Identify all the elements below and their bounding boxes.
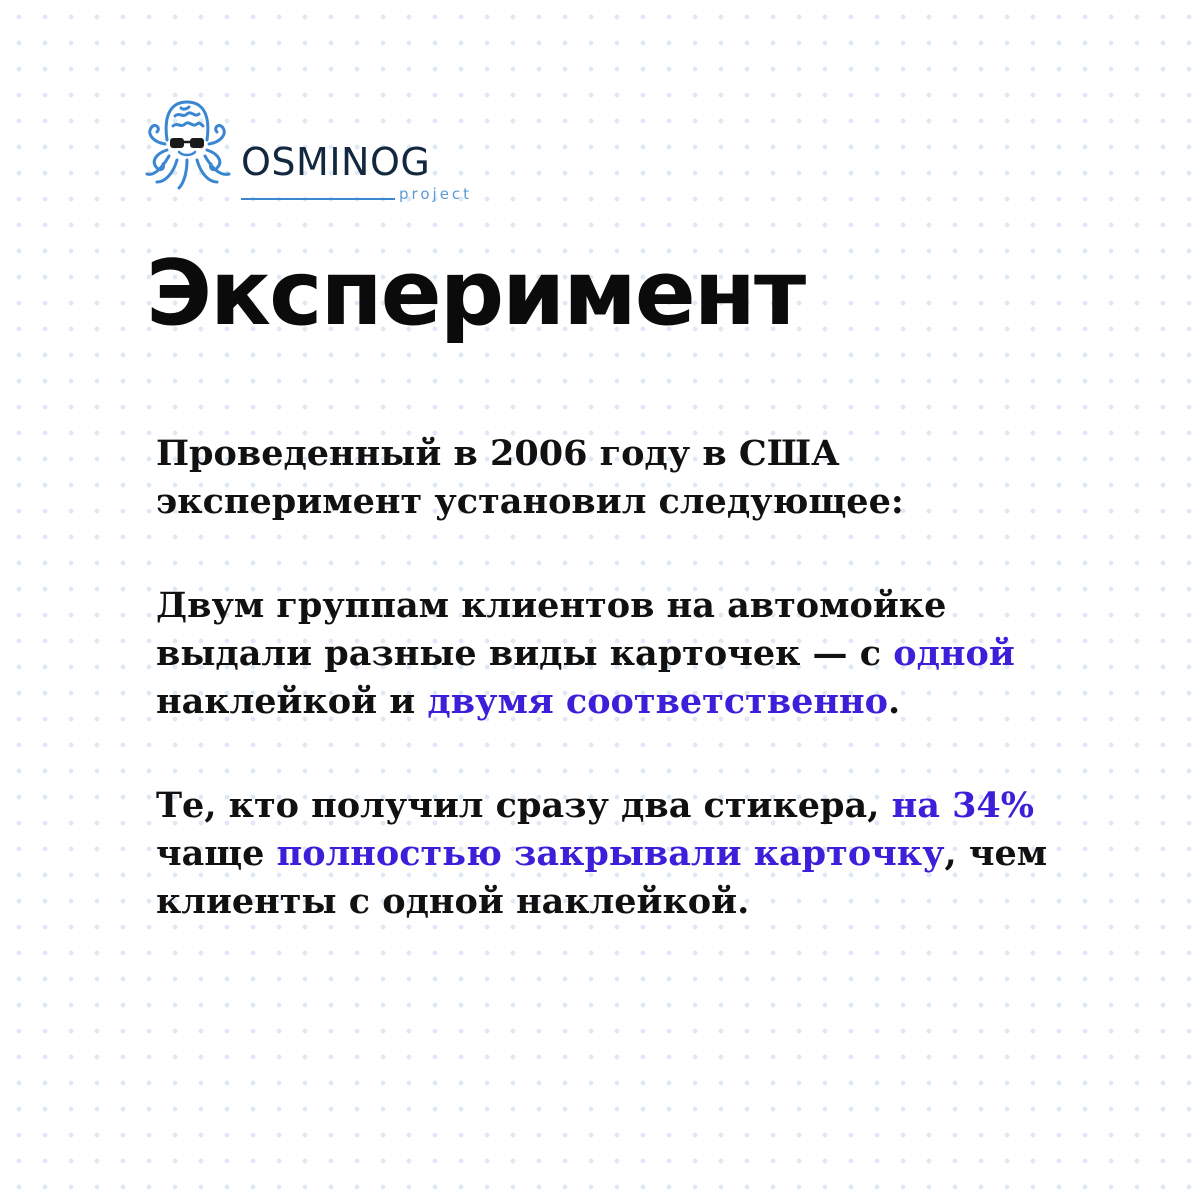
- paragraph-result: [156, 782, 1056, 926]
- page-title: Эксперимент: [146, 241, 805, 346]
- logo-wordmark: OSMINOG: [241, 140, 431, 184]
- text-segment: Двум группам клиентов на автомойке выдали разные виды карточек — с: [156, 585, 947, 674]
- highlight-percent: на 34%: [891, 785, 1035, 826]
- article-body: [156, 430, 1056, 982]
- brand-logo: [143, 98, 473, 210]
- highlight-completion: полностью закрывали карточку: [276, 833, 945, 874]
- logo-subtitle: project: [399, 185, 473, 203]
- logo-underline: [241, 198, 395, 200]
- octopus-logo-icon: [143, 98, 243, 210]
- paragraph-intro: Проведенный в 2006 году в США эксперимент установил следующее:: [156, 433, 904, 522]
- highlight-two: двумя соответственно: [427, 681, 889, 722]
- highlight-one: одной: [893, 633, 1015, 674]
- paragraph-experiment: [156, 582, 1056, 726]
- text-segment: .: [888, 681, 901, 722]
- text-segment: Те, кто получил сразу два стикера,: [156, 785, 892, 826]
- text-segment: чаще: [156, 833, 277, 874]
- text-segment: наклейкой и: [156, 681, 428, 722]
- text-segment: , чем клиенты с одной наклейкой.: [156, 833, 1048, 922]
